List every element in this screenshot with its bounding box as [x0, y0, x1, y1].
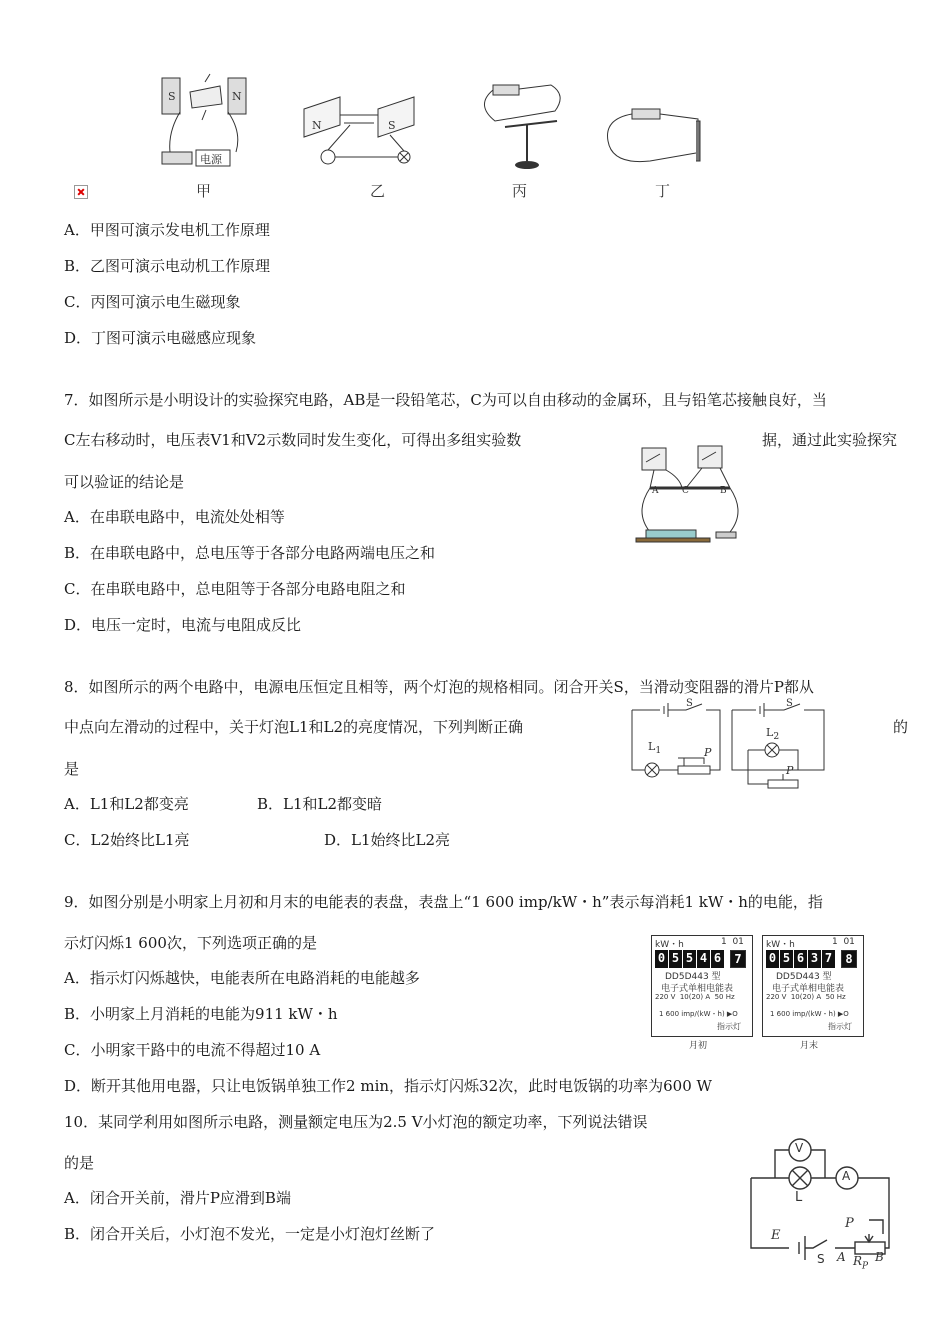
fig-label-ding: 丁	[655, 182, 671, 200]
meter-1-digit: 0	[655, 950, 668, 968]
meter-1-digit: 5	[669, 950, 682, 968]
q9-option-b: B．小明家上月消耗的电能为911 kW・h	[64, 1005, 338, 1023]
meter-2-phase: 1 01	[832, 937, 855, 947]
magnet-s-label: S	[388, 119, 396, 132]
q6-option-d: D．丁图可演示电磁感应现象	[64, 329, 257, 347]
q7-option-a: A．在串联电路中，电流处处相等	[64, 508, 285, 526]
q9-option-d: D．断开其他用电器，只让电饭锅单独工作2 min，指示灯闪烁32次，此时电饭锅的功率为600 W	[64, 1077, 712, 1095]
q8-option-c: C．L2始终比L1亮	[64, 831, 190, 849]
q9-option-c: C．小明家干路中的电流不得超过10 A	[64, 1041, 321, 1059]
q10-option-b: B．闭合开关后，小灯泡不发光，一定是小灯泡灯丝断了	[64, 1225, 436, 1243]
q9-stem-line-1: 9．如图分别是小明家上月初和月末的电能表的表盘，表盘上“1 600 imp/kW・h”表示每消耗1 kW・h的电能，指	[64, 893, 823, 911]
q7-stem-line-2a: C左右移动时，电压表V1和V2示数同时发生变化，可得出多组实验数	[64, 431, 522, 449]
meter-2-indicator: 指示灯	[828, 1022, 852, 1031]
slider-label: P	[845, 1216, 854, 1231]
meter-1-digit: 4	[697, 950, 710, 968]
rheostat-sub: P	[862, 1261, 869, 1272]
meter-1-unit: kW・h	[655, 940, 684, 950]
fig-label-bing: 丙	[512, 182, 528, 200]
meter-2-spec: 220 V 10(20) A 50 Hz	[766, 993, 846, 1001]
battery-label: E	[771, 1228, 781, 1243]
q7-point-a: A	[652, 486, 659, 496]
meter-2-model: DD5D443 型	[776, 972, 832, 982]
rheostat-label	[853, 1254, 868, 1271]
q8-stem-line-1: 8．如图所示的两个电路中，电源电压恒定且相等，两个灯泡的规格相同。闭合开关S，当滑动变阻器的滑片P都从	[64, 678, 814, 696]
q8-switch-2-label: S	[786, 698, 793, 709]
meter-1-phase: 1 01	[721, 937, 744, 947]
q7-point-c: C	[682, 486, 689, 496]
meter-2-imp: 1 600 imp/(kW・h) ▶O	[770, 1010, 849, 1018]
figure-yi	[300, 95, 420, 175]
q6-option-a: A．甲图可演示发电机工作原理	[64, 221, 270, 239]
magnet-s-label: S	[168, 90, 176, 103]
voltmeter-label: V	[795, 1141, 804, 1155]
q10-stem-line-2: 的是	[64, 1154, 95, 1172]
meter-1-spec: 220 V 10(20) A 50 Hz	[655, 993, 735, 1001]
q8-circuit-2	[728, 700, 828, 792]
meter-1-name: 电子式单相电能表	[661, 984, 734, 994]
ammeter-label: A	[842, 1169, 851, 1183]
meter-1-indicator: 指示灯	[717, 1022, 741, 1031]
q6-option-c: C．丙图可演示电生磁现象	[64, 293, 241, 311]
q9-option-a: A．指示灯闪烁越快，电能表所在电路消耗的电能越多	[64, 969, 420, 987]
meter-2-digit: 3	[808, 950, 821, 968]
broken-image-icon	[74, 185, 88, 199]
q8-slider-2-label: P	[786, 764, 794, 777]
meter-2-last-digit: 8	[841, 950, 857, 968]
meter-1-caption: 月初	[689, 1041, 708, 1051]
q8-option-d: D．L1始终比L2亮	[324, 831, 451, 849]
figure-ding	[600, 105, 710, 175]
q8-stem-line-2b: 的	[893, 718, 909, 736]
q8-stem-line-2a: 中点向左滑动的过程中，关于灯泡L1和L2的亮度情况，下列判断正确	[64, 718, 524, 736]
meter-2-digit: 0	[766, 950, 779, 968]
lamp-label: L	[795, 1190, 803, 1205]
fig-label-yi: 乙	[370, 182, 386, 200]
switch-label: S	[817, 1252, 825, 1266]
q8-lamp-2-sub: 2	[773, 731, 780, 743]
magnet-n-label: N	[232, 90, 242, 103]
q8-lamp-2-label	[766, 726, 779, 742]
q10-option-a: A．闭合开关前，滑片P应滑到B端	[64, 1189, 291, 1207]
q7-stem-line-2b: 据，通过此实验探究	[762, 431, 898, 449]
q7-option-c: C．在串联电路中，总电阻等于各部分电路电阻之和	[64, 580, 406, 598]
meter-1-last-digit: 7	[730, 950, 746, 968]
q8-lamp-1-label	[648, 740, 661, 756]
q7-stem-line-3: 可以验证的结论是	[64, 473, 185, 491]
q8-circuit-1	[628, 700, 724, 778]
meter-2-digit: 6	[794, 950, 807, 968]
q8-lamp-2-letter: L	[766, 726, 774, 739]
meter-2-caption: 月末	[800, 1041, 819, 1051]
q9-stem-line-2: 示灯闪烁1 600次，下列选项正确的是	[64, 934, 317, 952]
q8-slider-1-label: P	[704, 746, 712, 759]
q7-option-d: D．电压一定时，电流与电阻成反比	[64, 616, 302, 634]
magnet-n-label: N	[312, 119, 322, 132]
meter-end-of-month	[762, 935, 864, 1055]
q8-option-a: A．L1和L2都变亮	[64, 795, 189, 813]
q7-circuit-figure	[630, 442, 750, 550]
fig-label-jia: 甲	[196, 182, 212, 200]
q10-stem-line-1: 10．某同学利用如图所示电路，测量额定电压为2.5 V小灯泡的额定功率，下列说法错误	[64, 1113, 648, 1131]
q10-circuit-figure	[745, 1130, 895, 1270]
q7-stem-line-1: 7．如图所示是小明设计的实验探究电路，AB是一段铅笔芯，C为可以自由移动的金属环，且与铅笔芯接触良好，当	[64, 391, 827, 409]
rheostat-end-a: A	[837, 1250, 846, 1264]
q8-lamp-1-sub: 1	[655, 745, 662, 757]
meter-start-of-month	[651, 935, 753, 1055]
meter-2-unit: kW・h	[766, 940, 795, 950]
q8-stem-line-3: 是	[64, 760, 80, 778]
meter-1-digit: 5	[683, 950, 696, 968]
meter-2-name: 电子式单相电能表	[772, 984, 845, 994]
q8-option-b: B．L1和L2都变暗	[257, 795, 383, 813]
meter-1-imp: 1 600 imp/(kW・h) ▶O	[659, 1010, 738, 1018]
q6-option-b: B．乙图可演示电动机工作原理	[64, 257, 271, 275]
q7-option-b: B．在串联电路中，总电压等于各部分电路两端电压之和	[64, 544, 436, 562]
q8-switch-1-label: S	[686, 698, 693, 709]
meter-2-reading	[766, 950, 857, 968]
figure-bing	[475, 75, 575, 175]
meter-1-reading	[655, 950, 746, 968]
rheostat-end-b: B	[875, 1250, 884, 1264]
meter-1-model: DD5D443 型	[665, 972, 721, 982]
figure-jia	[150, 72, 260, 182]
q8-lamp-1-letter: L	[648, 740, 656, 753]
q7-point-b: B	[720, 486, 727, 496]
meter-2-digit: 5	[780, 950, 793, 968]
meter-2-digit: 7	[822, 950, 835, 968]
rheostat-letter: R	[853, 1254, 863, 1268]
power-supply-label: 电源	[200, 153, 222, 166]
meter-1-digit: 6	[711, 950, 724, 968]
